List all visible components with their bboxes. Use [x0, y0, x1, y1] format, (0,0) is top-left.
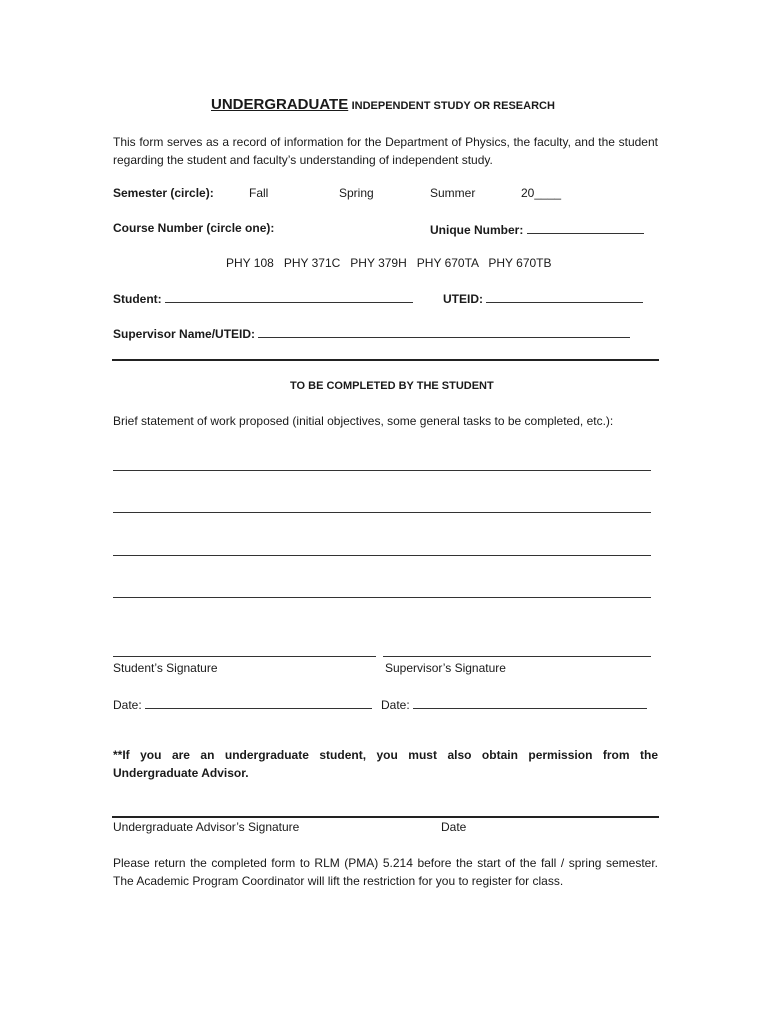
form-title-main: UNDERGRADUATE — [211, 96, 349, 113]
section-heading: TO BE COMPLETED BY THE STUDENT — [290, 380, 494, 392]
unique-number-label: Unique Number: — [430, 223, 524, 237]
supervisor-field[interactable] — [113, 325, 630, 341]
course-number-options[interactable]: PHY 108 PHY 371C PHY 379H PHY 670TA PHY 670TB — [226, 256, 552, 270]
student-date-field[interactable] — [113, 696, 372, 712]
student-name-line[interactable] — [165, 290, 413, 303]
semester-option-spring[interactable]: Spring — [339, 186, 374, 200]
supervisor-date-label: Date: — [381, 698, 410, 712]
supervisor-date-line[interactable] — [413, 696, 647, 709]
intro-paragraph: This form serves as a record of information for the Department of Physics, the faculty, and the student regarding the student and faculty’s understanding of independent study. — [113, 135, 658, 167]
section-divider — [112, 359, 659, 361]
form-title-rest: INDEPENDENT STUDY OR RESEARCH — [351, 100, 555, 112]
semester-option-fall[interactable]: Fall — [249, 186, 269, 200]
uteid-field[interactable] — [443, 290, 643, 306]
work-statement-line-4[interactable] — [113, 597, 651, 598]
advisor-signature-divider[interactable] — [112, 816, 659, 818]
supervisor-label: Supervisor Name/UTEID: — [113, 327, 256, 341]
semester-label: Semester (circle): — [113, 186, 214, 200]
student-signature-line[interactable] — [113, 656, 376, 657]
student-field[interactable] — [113, 290, 413, 306]
supervisor-line[interactable] — [258, 325, 630, 338]
return-instructions: Please return the completed form to RLM (PMA) 5.214 before the start of the fall / spring semester. The Academic Program Coordinator will lift the restriction for you to register for class. — [113, 856, 658, 888]
advisor-permission-notice: **If you are an undergraduate student, you must also obtain permission from the Undergraduate Advisor. — [113, 748, 658, 780]
unique-number-line[interactable] — [527, 221, 644, 234]
student-date-label: Date: — [113, 698, 142, 712]
supervisor-signature-line[interactable] — [383, 656, 651, 657]
work-proposed-prompt: Brief statement of work proposed (initial objectives, some general tasks to be completed, etc.): — [113, 414, 614, 428]
semester-option-summer[interactable]: Summer — [430, 186, 476, 200]
uteid-line[interactable] — [486, 290, 643, 303]
student-date-line[interactable] — [145, 696, 372, 709]
course-number-label: Course Number (circle one): — [113, 221, 275, 235]
uteid-label: UTEID: — [443, 292, 483, 306]
work-statement-line-3[interactable] — [113, 555, 651, 556]
unique-number-field[interactable] — [430, 221, 644, 237]
student-signature-label: Student’s Signature — [113, 661, 218, 675]
semester-year-field[interactable]: 20____ — [521, 186, 562, 200]
work-statement-line-1[interactable] — [113, 470, 651, 471]
student-label: Student: — [113, 292, 162, 306]
advisor-date-label: Date — [441, 820, 467, 834]
supervisor-date-field[interactable] — [381, 696, 647, 712]
work-statement-line-2[interactable] — [113, 512, 651, 513]
form-title — [211, 96, 555, 113]
supervisor-signature-label: Supervisor’s Signature — [385, 661, 506, 675]
advisor-signature-label: Undergraduate Advisor’s Signature — [113, 820, 300, 834]
